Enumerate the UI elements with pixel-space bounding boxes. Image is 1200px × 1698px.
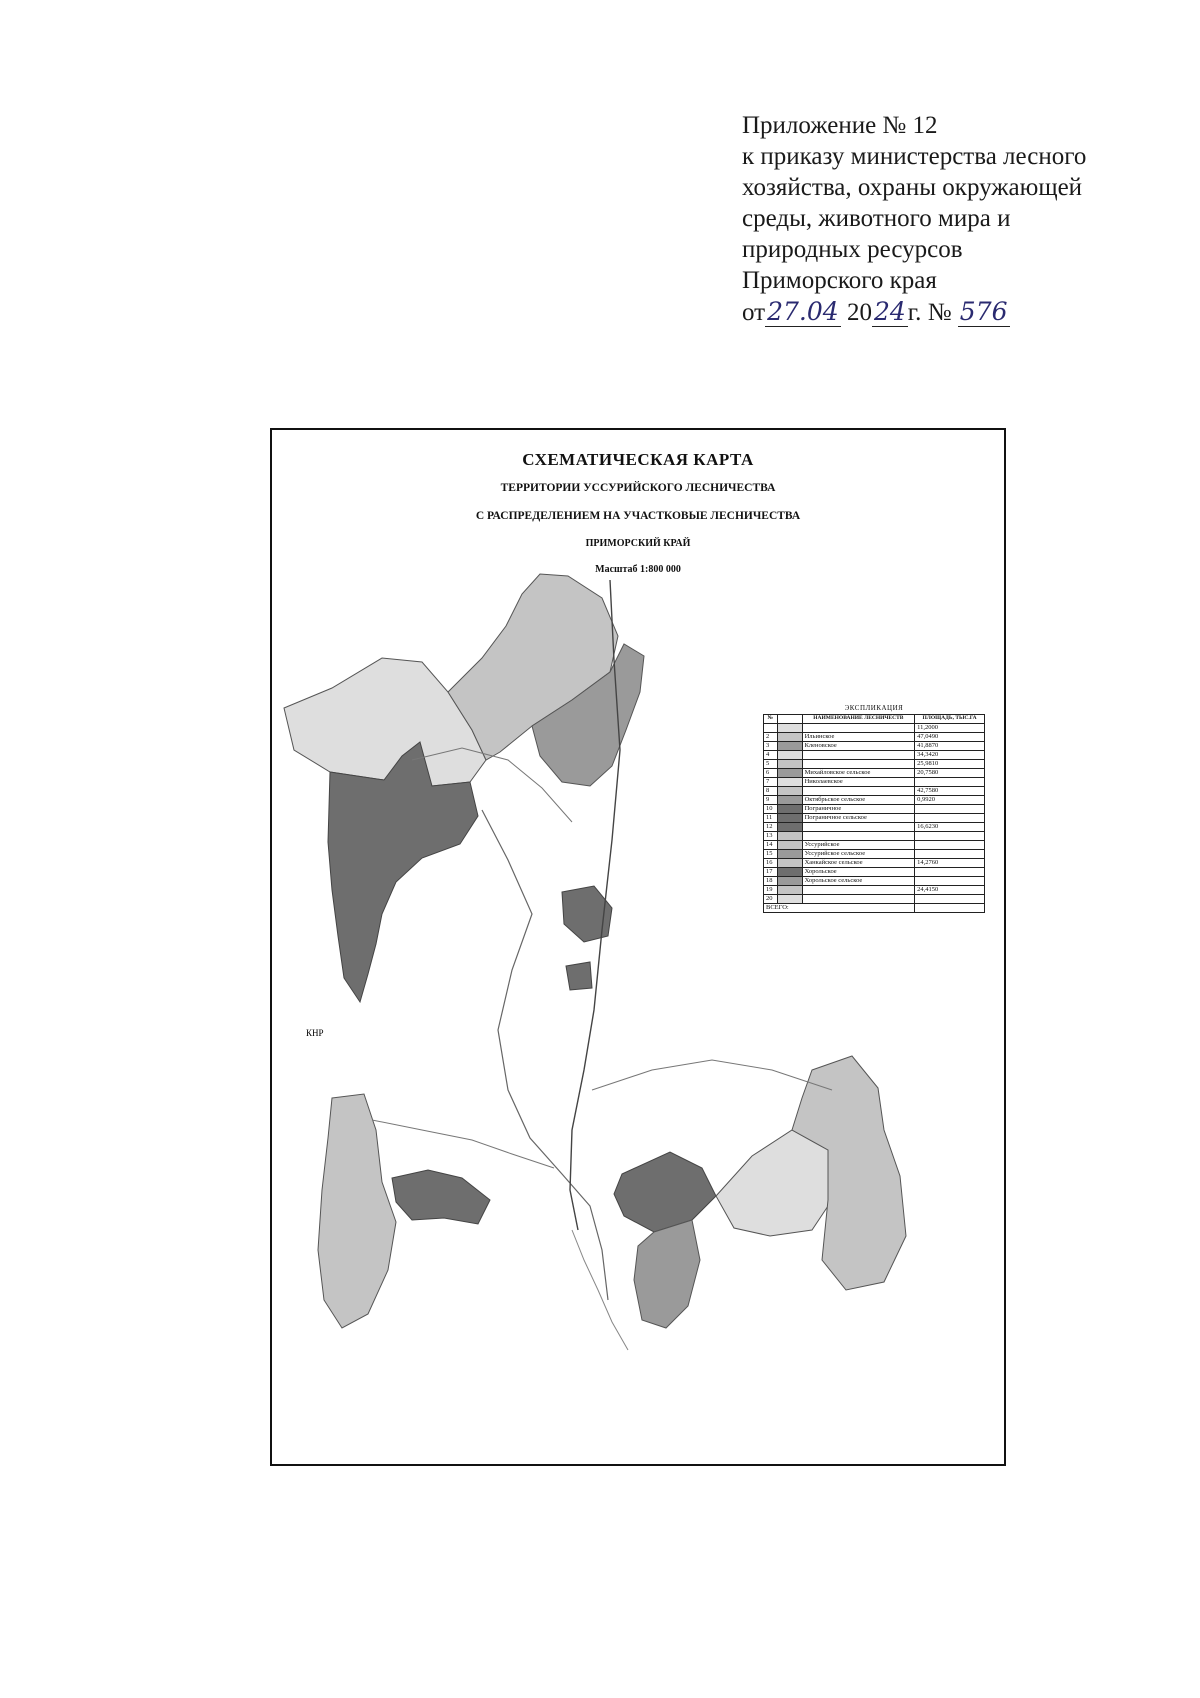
legend-row-swatch (777, 895, 802, 904)
legend-table (763, 714, 985, 913)
legend-row-name: Уссурийское сельское (802, 850, 915, 859)
appendix-line-4: среды, животного мира и (742, 205, 1011, 232)
legend-row-area (915, 814, 985, 823)
legend-row-area (915, 778, 985, 787)
legend-row-area: 16,6230 (915, 823, 985, 832)
number-label: № (927, 299, 952, 326)
legend-row-area: 47,0490 (915, 733, 985, 742)
legend-row-swatch (777, 778, 802, 787)
legend-row-swatch (777, 733, 802, 742)
legend-row-swatch (777, 877, 802, 886)
legend-row-area: 25,9810 (915, 760, 985, 769)
legend-row-swatch (777, 760, 802, 769)
legend-row-area: 41,8870 (915, 742, 985, 751)
legend-row-name: Кленовское (802, 742, 915, 751)
legend-header-name: НАИМЕНОВАНИЕ ЛЕСНИЧЕСТВ (802, 715, 915, 724)
legend-row-no: 15 (764, 850, 778, 859)
legend-row (764, 895, 985, 904)
legend-row-swatch (777, 868, 802, 877)
legend-row-no: 16 (764, 859, 778, 868)
legend-row (764, 886, 985, 895)
legend-row-name (802, 823, 915, 832)
legend-row (764, 877, 985, 886)
legend-row-swatch (777, 859, 802, 868)
legend-row (764, 733, 985, 742)
legend-row (764, 760, 985, 769)
legend-row (764, 742, 985, 751)
handwritten-year: 24 (873, 297, 906, 326)
legend-row-name: Ханкайское сельское (802, 859, 915, 868)
legend-row-name: Пограничное (802, 805, 915, 814)
appendix-line-5: природных ресурсов (742, 236, 963, 263)
legend-row-area (915, 805, 985, 814)
legend-header-swatch (777, 715, 802, 724)
legend-row (764, 751, 985, 760)
legend-row-area (915, 895, 985, 904)
appendix-title: Приложение № 12 (742, 112, 938, 139)
legend-row-no: 8 (764, 787, 778, 796)
legend-row-name: Михайловское сельское (802, 769, 915, 778)
legend-row-no: 13 (764, 832, 778, 841)
legend (763, 704, 985, 913)
appendix-header (742, 110, 1162, 328)
legend-row (764, 832, 985, 841)
region-south-dark-west (392, 1170, 490, 1224)
legend-row-no: 7 (764, 778, 778, 787)
region-east-small-dark (566, 962, 592, 990)
legend-row (764, 850, 985, 859)
legend-row-swatch (777, 769, 802, 778)
appendix-line-2: к приказу министерства лесного (742, 143, 1087, 170)
legend-row-name: Хорольское (802, 868, 915, 877)
legend-row-name: Хорольское сельское (802, 877, 915, 886)
region-south-pale-east (716, 1130, 832, 1236)
legend-row-no: 4 (764, 751, 778, 760)
road-east (592, 1060, 832, 1090)
legend-row-name: Октябрьское сельское (802, 796, 915, 805)
legend-row-name (802, 787, 915, 796)
legend-row (764, 805, 985, 814)
legend-row-area: 24,4150 (915, 886, 985, 895)
legend-row-no: 5 (764, 760, 778, 769)
legend-row-no: 12 (764, 823, 778, 832)
legend-row-no: 14 (764, 841, 778, 850)
legend-row-name: Ильинское (802, 733, 915, 742)
legend-row-name (802, 832, 915, 841)
region-south-medium-center (634, 1220, 700, 1328)
region-south-light (318, 1094, 396, 1328)
legend-row-name: Уссурийское (802, 841, 915, 850)
river (572, 1230, 628, 1350)
legend-body (764, 724, 985, 904)
road-west (372, 1120, 554, 1168)
legend-row (764, 814, 985, 823)
legend-row-no: 20 (764, 895, 778, 904)
legend-row (764, 796, 985, 805)
legend-row-no: 10 (764, 805, 778, 814)
legend-row-swatch (777, 823, 802, 832)
region-south-dark-center (614, 1152, 716, 1232)
legend-row (764, 778, 985, 787)
legend-row-area: 14,2760 (915, 859, 985, 868)
map-frame (270, 428, 1006, 1466)
legend-row-swatch (777, 841, 802, 850)
legend-row (764, 787, 985, 796)
legend-row-swatch (777, 787, 802, 796)
legend-row-area: 0,9920 (915, 796, 985, 805)
legend-row (764, 769, 985, 778)
legend-row-swatch (777, 751, 802, 760)
handwritten-number: 576 (959, 297, 1008, 326)
country-label-knr: КНР (306, 1028, 324, 1038)
map-region: ПРИМОРСКИЙ КРАЙ (585, 538, 691, 549)
map-title: СХЕМАТИЧЕСКАЯ КАРТА (522, 450, 754, 469)
legend-row (764, 841, 985, 850)
legend-row-no: 9 (764, 796, 778, 805)
map-subtitle-1: ТЕРРИТОРИИ УССУРИЙСКОГО ЛЕСНИЧЕСТВА (500, 482, 776, 494)
legend-row-area: 20,7580 (915, 769, 985, 778)
legend-row-no: 3 (764, 742, 778, 751)
legend-row-name (802, 760, 915, 769)
schematic-map (272, 430, 1004, 1464)
region-east-dark (562, 886, 612, 942)
legend-row-swatch (777, 742, 802, 751)
legend-row-name (802, 751, 915, 760)
legend-row (764, 823, 985, 832)
legend-header-no: № (764, 715, 778, 724)
legend-row-name (802, 886, 915, 895)
legend-row-name: Николаевское (802, 778, 915, 787)
legend-row-no (764, 724, 778, 733)
legend-header-area: ПЛОЩАДЬ, ТЫС.ГА (915, 715, 985, 724)
legend-row (764, 724, 985, 733)
legend-row-area: 34,3420 (915, 751, 985, 760)
legend-row-no: 17 (764, 868, 778, 877)
legend-row-no: 11 (764, 814, 778, 823)
legend-row-area (915, 868, 985, 877)
legend-row-no: 19 (764, 886, 778, 895)
legend-title: ЭКСПЛИКАЦИЯ (844, 704, 904, 712)
appendix-line-3: хозяйства, охраны окружающей (742, 174, 1083, 201)
appendix-line-6: Приморского края (742, 267, 937, 294)
legend-row-no: 18 (764, 877, 778, 886)
legend-row-area (915, 850, 985, 859)
map-subtitle-2: С РАСПРЕДЕЛЕНИЕМ НА УЧАСТКОВЫЕ ЛЕСНИЧЕСТВА (475, 510, 801, 522)
year-letter: г. (907, 299, 922, 326)
legend-row-area (915, 877, 985, 886)
legend-row (764, 859, 985, 868)
legend-row-no: 6 (764, 769, 778, 778)
handwritten-date: 27.04 (767, 297, 839, 326)
legend-row-area (915, 832, 985, 841)
year-prefix: 20 (846, 299, 872, 326)
map-scale: Масштаб 1:800 000 (595, 564, 681, 575)
legend-row-swatch (777, 796, 802, 805)
legend-row-name (802, 895, 915, 904)
legend-row-name (802, 724, 915, 733)
legend-row-no: 2 (764, 733, 778, 742)
legend-row-area: 42,7580 (915, 787, 985, 796)
legend-row-swatch (777, 724, 802, 733)
legend-row-swatch (777, 832, 802, 841)
legend-row-swatch (777, 814, 802, 823)
legend-row-area (915, 841, 985, 850)
order-date-line (742, 296, 1162, 328)
date-prefix: от (742, 299, 766, 326)
legend-total-label: ВСЕГО: (764, 904, 915, 913)
legend-row (764, 868, 985, 877)
legend-total-value (915, 904, 985, 913)
road-main (482, 810, 608, 1300)
legend-row-area: 11,2000 (915, 724, 985, 733)
legend-row-name: Пограничное сельское (802, 814, 915, 823)
legend-row-swatch (777, 886, 802, 895)
legend-row-swatch (777, 805, 802, 814)
legend-row-swatch (777, 850, 802, 859)
region-north-pale (284, 658, 486, 786)
